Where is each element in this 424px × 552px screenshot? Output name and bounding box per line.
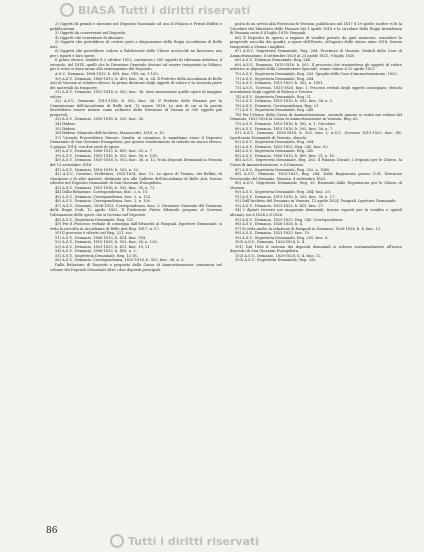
footnote-paragraph: 6) Oggetti che potrebbero cedere a Fabbricerie delle Chiese acciocchè ne facessero uso per i riparti e loro opere. (50, 49, 222, 58)
footnote-paragraph: 95) A.S.V., Demanio, 1823-1825, Reg. 240. Corrispondenza. (235, 217, 344, 222)
footnote-paragraph: 76) A.S.V., Demanio, Corrispondenza, Reg. 21. (235, 103, 320, 108)
footnote-paragraph: 79) A.S.V., Demanio, 1815-1816, b. 502, n. 1. Circolare. (235, 122, 336, 127)
footnote-paragraph: 72) A.S.V., Demanio, 1815-1820, b. 502, n. 1891. (235, 81, 324, 86)
footnote-paragraph: 33) A.S.V., Demanio, 1816-1818, b. 503, fasc. 36. (55, 117, 145, 122)
footnote-paragraph: 44) Dalla Relazione, Corrispondenza, fasc. 2, n. 15. (55, 190, 149, 195)
footnote-paragraph: 68) A.S.V., Demanio Demaniale, Reg. 246. (235, 58, 312, 63)
footnote-paragraph: 66) Il Deposito fu aperto a ragione di vendite private da quel momento, essendovi la pregevole raccolta dei quadri; a spese dell'Erario, all'agosto dello stesso anno 1818, furono trasportati a Vienna i migliori. (230, 35, 402, 49)
footnote-paragraph: 69) A.S.V., Demanio, 1815-1816, b. 502. Il processo che trasmetteva gli oggetti di valore artistico ai depositi della Commissione Speciale, venne chiuso il 22 aprile 1823. (230, 62, 402, 72)
footnote-paragraph: 67) A.S.V., Segreteria Demaniale, Reg. 264. Provincia di Venezia. Moduli delle Case di Ammortizzazione, 4 settembre 1820 al 23 aprile 1821, 9 luglio 1820. (230, 49, 402, 58)
footnote-paragraph: 42) A.S.V., Governo, Prefettura, 1823-1824, fasc. 12. Le opere di Tiziano, dei Bellini, di Giorgione e di altri maestri, destinate ora alle Gallerie dell'Accademia di Belle Arti, furono rilevate nel Deposito Demaniale di San Giovanni Evangelista. (50, 172, 222, 186)
left-text-column (50, 22, 222, 522)
watermark-bottom-text: Tutti i diritti riservati (128, 534, 260, 548)
footnote-paragraph: 90) A.S.V., Segreteria Demaniale, Reg. 264; fasc. 20. (235, 190, 331, 195)
footnote-paragraph: 53) A.S.V., Demanio, 1823-1825, b. 411, fasc. 19, 21. (55, 244, 151, 249)
page-number: 86 (46, 526, 58, 536)
footnote-paragraph: 52) A.S.V., Demanio, 1815-1816, b. 502, fasc. 36, n. 128. (55, 240, 158, 245)
footnote-paragraph: 89) A.S.V., Segreteria Demaniale, Reg. 35. Riassunti dalle Deputazioni per le Chiese di Venezia. (230, 181, 402, 190)
watermark-top-text: BIASA Tutti i diritti riservati (78, 3, 251, 17)
footnote-paragraph: 5) Oggetti che potrebbero di cedere però a disposizione della Regia Accademia di Belle Arti. (50, 40, 222, 49)
watermark-top (60, 2, 360, 18)
footnote-paragraph: 54) A.S.V., Demanio, 1806-1813, b. 409, n. 2. (55, 249, 137, 254)
footnote-paragraph: 43) A.S.V., Demanio, 1815-1816, b. 502, fasc. 36, n. 71. (55, 185, 156, 190)
footnote-paragraph: 74) A.S.V., Segreteria Demaniale, Reg. 21. (235, 94, 313, 99)
footnote-paragraph: 46) A.S.V., Demanio, Corrispondenza, fasc. 2, n. 100. (55, 199, 152, 204)
footnote-paragraph: 85) A.S.V., Demanio, 1806-1813, b. 409, fasc. VI, n. 18. (235, 153, 335, 158)
footnote-paragraph: Dalla Relazione di Depositi e proposta della Cassa di Ammortizzazione contenuta nel volume dei Depositi Demaniali oltre i due depositi principali. (50, 262, 222, 272)
footnote-paragraph: 91) A.S.V., Demanio, 1815-1816, b. 502, fasc. 36, n. 17. (235, 194, 336, 199)
footnote-paragraph: 70) A.S.V., Segreteria Demaniale, Reg. 263. Spoglio delle Case d'Ammortizzazione, 1823. (235, 72, 398, 77)
footnote-paragraph: 31) A.S.V., Demanio, 1815-1816, b. 502, fasc. 36. Sono menzionate quelle opere di maggior valore. (50, 90, 222, 99)
footnote-paragraph: 34) Ibidem. (55, 122, 76, 127)
footnote-paragraph: 40) A.S.V., Demanio, 1815-1816, b. 502, fasc. 36, n. 12. Nota Depositi Demaniali in Venezia del 12 settembre 1816. (50, 158, 222, 167)
footnote-paragraph: 50) Il processo è riferito nel Reg. 221, ecc. (55, 231, 133, 236)
footnote-paragraph: 49) Per il Processo verbale di consegna dall'Edwards al Pasquali, Ispettore Demaniale, si veda la raccolta in Accademia di Belle Arti Reg. 1817, n. 57. (50, 222, 222, 231)
footnote-paragraph: A.S.V., Demanio, 1806-1813, b. 409, fasc. VIII, nn. 1-130. (55, 72, 159, 77)
footnote-paragraph: 88) A.S.V., Demanio, 1823-1825, Reg. 264. Dalla Ragioneria presso l'I.R. Direzione Provinciale del Demanio, Venezia, 4 settembre 1823. (230, 172, 402, 181)
footnote-paragraph: 86) A.S.V., Segreteria Demaniale, Reg. 263. Il Palazzo Ducale, i Depositi per le Chiese, la Cassa di Ammortizzazione, e il Demanio. (230, 158, 402, 167)
footnote-paragraph: 97) Si veda anche la relazione di Pasquali in Demanio, 1826-1828, b. 4, fasc. 12. (235, 226, 382, 231)
footnote-paragraph: 51) A.S.V., Demanio, 1806-1813, b. 414, fasc. VIII. (55, 235, 147, 240)
footnote-paragraph: 48) A.S.V., Segreteria Demaniale, Reg. 321. (55, 217, 135, 222)
footnote-paragraph: 102) A.S.V., Demanio, 1826-1828, b. 4, fasc. 12. (235, 253, 322, 258)
footnote-paragraph: 56) A.S.V., Demanio, Corrispondenza, 1815-1816, b. 502, fasc. 36, n. 3. (55, 258, 185, 263)
footnote-paragraph: 101) Dal 1826 il sistema dei depositi demaniali si ridusse sostanzialmente all'unico deposito di San Giovanni Evangelista. (230, 244, 402, 254)
footnote-paragraph: 3) Oggetti da conservarsi nel Deposito. (55, 31, 127, 36)
footnote-paragraph: 30) A.S.V., Demanio, 1806-1813, b. 409, fasc. 36, n. 24. Il Prefetto della Accademia di Belle Arti di Venezia al relativo elenco: la prima divisione degli oggetti di valore e la seconda parte dei materiali da trasporre. (50, 76, 222, 90)
footnote-paragraph: 47) A.S.V., Demanio, 1806-1813, Corrispondenza, fasc. 3. Direzione Generale del Demanio delle Regie Sedi, 12 aprile 1822. Il Professore Pietro Edwards propone al Governo l'alienazione delle opere che si trovano nel Deposito. (50, 203, 222, 217)
footnote-paragraph: Il primo elenco, redatto il 2 ottobre 1813, conteneva i 300 oggetti di rilevanza artistica; il secondo, del 1814, quelli che la Direzione Generale destinò ad essere trasportati in Milano; per il resto si dava mano alla sistemazione del Deposito. (50, 58, 222, 72)
footnote-paragraph: 32) A.S.V., Demanio, 1815-1816, b. 502, fasc. 36. Il Prefetto delle Finanze per la Commissione dell'Accademia di Belle Arti, 12 marzo 1816. Le Arti di cui si fa parola dovrebbero essere inviate come richieste della Direzione di Vienna ai 300 oggetti più pregevoli. (50, 99, 222, 117)
footnote-paragraph: 96) A.S.V., Demanio, 1826-1828, b. 4. (235, 222, 303, 227)
footnote-paragraph: 99) A.S.V., Segreteria Demaniale, Reg. 250, fasc. 8. (235, 235, 329, 240)
footnote-paragraph: 82) A.S.V., Segreteria Demaniale, Reg. 264. (235, 140, 315, 145)
footnote-paragraph: 78) Per l'elenco della Cassa di Ammortizzazione, secondo quanto si vedrà nei volumi del Demanio, 1823-1826 la Cassa di Ammortizzazione in Venezia, Reg. 62. (230, 112, 402, 122)
footnote-paragraph: 75) A.S.V., Demanio, 1815-1816, b. 502, fasc. 36, n. 2. (235, 99, 334, 104)
footnote-paragraph: 4) Oggetti che convenisse di alienare. (55, 35, 124, 40)
footnote-paragraph: 71) A.S.V., Segreteria Demaniale, Reg. 264. (235, 76, 315, 81)
footnote-paragraph: 81) A.S.V., Demanio, 1816-1818, b. 503, fasc. I; A.S.V., Governo 1815-1820, fasc. XX, Ispettorato Demaniale di Venezia, elenchi. (230, 131, 402, 140)
footnote-paragraph: 84) A.S.V., Segreteria Demaniale, Reg. 240. (235, 149, 315, 154)
biasa-logo-icon (110, 534, 124, 548)
footnote-paragraph: 55) A.S.V., Segreteria Demaniale, Reg. 12-18. (55, 253, 138, 258)
footnote-paragraph: 2) Oggetti di grandi e mezzani nel Deposito Nazionale ad uso di Palazzo e Privati Edifizi e pubblicazioni. (50, 22, 222, 31)
footnote-paragraph: 93) A.S.V., Demanio, 1823-1825, b. 415, fasc. 27. (235, 203, 325, 208)
footnote-paragraph: 36) Ibidem. Memoria dell'Archivio, Manoscritti, 1816, n. 10. (55, 131, 165, 136)
footnote-paragraph: 77) A.S.V., Segreteria Demaniale, Reg. 248. (235, 108, 315, 113)
footnote-paragraph: 45) A.S.V., Demanio, Corrispondenza, fasc. 2, n. 125. (55, 194, 152, 199)
right-text-column (230, 22, 402, 522)
footnote-paragraph: 38) A.S.V., Demanio, 1806-1813, b. 409, fasc. 30, n. 7. (55, 149, 154, 154)
footnote-paragraph: 35) Ibidem. (55, 126, 76, 131)
footnote-paragraph: 73) A.S.V., Governo, 1815-1820, fasc. I. Processi verbali degli oggetti consegnati; elenchi inventariati degli oggetti di Padova e Treviso. (230, 85, 402, 95)
biasa-logo-icon (60, 3, 74, 17)
footnote-paragraph: 100) A.S.V., Demanio, 1826-1828, b. 4. (235, 240, 306, 245)
footnote-paragraph: 94) I dipinti ricevuti nei magazzini demaniali, furono esposti per la vendita e quindi alienati, tra il 1824 e il 1826. (230, 208, 402, 217)
footnote-paragraph: 41) A.S.V., Demanio, 1816-1818, b. 503, n. 52. (55, 167, 140, 172)
footnote-paragraph: 37) Vicende Provveditore Dimore. Quadri, in cammino, lo mandiamo verso il Deposito Demaniale di San Giovanni Evangelista; per questo trasferimento fu redatto un nuovo elenco, 5 giugno 1814, con due serie di opere. (50, 135, 222, 149)
footnote-paragraph: 80) A.S.V., Demanio, 1815-1816, b. 502, fasc. 36, n. 7. (235, 126, 334, 131)
footnote-paragraph: 98) A.S.V., Demanio, 1823-1825, fasc. 10. (235, 231, 311, 236)
footnote-paragraph: 92) Dall'Archivio del Demanio in Venezia, 12 aprile 1824; Pasquali, Ispettore Demaniale. (235, 199, 397, 204)
watermark-bottom (110, 534, 330, 548)
footnote-paragraph: 83) A.S.V., Demanio, 1823-1825, Reg. 240, fasc. 82. (235, 144, 329, 149)
footnote-paragraph: 87) A.S.V., Segreteria Demaniale, Reg. 252, n. 1885. (235, 167, 331, 172)
footnote-paragraph: posta di un avviso alla Provincia di Venezia, pubblicato nel 1817 il 29 aprile; inoltre vi fu la Circolare del Ministero delle Finanze dei 1 aprile 1818 e la circolare della Regia Intendenza di Finanza sotto il 4 luglio 1818: Pasquali. (230, 22, 402, 36)
footnote-paragraph: 103) A.S.V., Segreteria Demaniale, Reg. 250. (235, 258, 317, 263)
footnote-paragraph: 39) A.S.V., Demanio, 1815-1816, b. 502, fasc. 36, n. 138. (55, 153, 158, 158)
